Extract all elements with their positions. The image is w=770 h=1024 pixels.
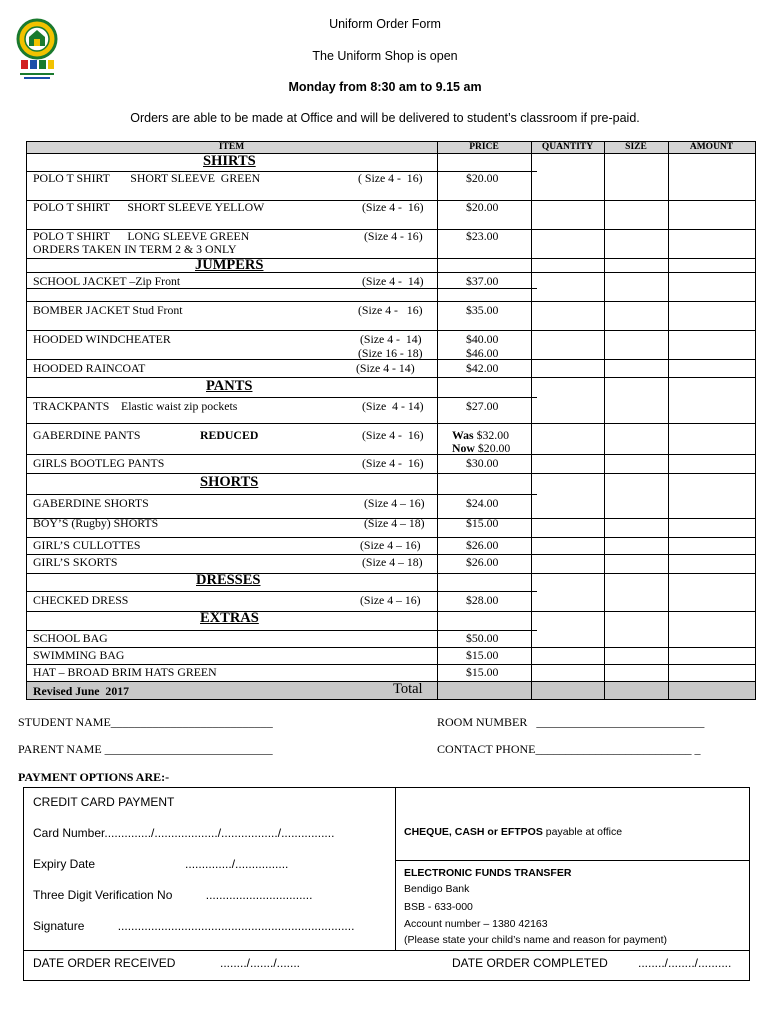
contact-phone-field[interactable]: CONTACT PHONE__________________________ _ (437, 742, 701, 756)
size-windcheater-small: (Size 4 - 14) (360, 332, 422, 346)
parent-name-field[interactable]: PARENT NAME ____________________________ (18, 742, 273, 756)
account-number: Account number – 1380 42163 (404, 918, 548, 930)
price-swimming-bag: $15.00 (466, 648, 499, 662)
item-school-bag: SCHOOL BAG (33, 631, 108, 645)
price-gabardine-shorts: $24.00 (466, 496, 499, 510)
size-polo-green: ( Size 4 - 16) (358, 171, 423, 185)
price-polo-green: $20.00 (466, 171, 499, 185)
eft-note: (Please state your child’s name and reason for payment) (404, 934, 668, 946)
total-label: Total (393, 681, 423, 697)
section-shirts: SHIRTS (203, 153, 256, 169)
size-bomber-jacket: (Size 4 - 16) (358, 303, 423, 317)
revised-date: Revised June 2017 (33, 684, 130, 698)
section-dresses: DRESSES (196, 572, 261, 588)
size-trackpants: (Size 4 - 14) (362, 399, 424, 413)
size-polo-yellow: (Size 4 - 16) (362, 200, 424, 214)
price-rugby-shorts: $15.00 (466, 516, 499, 530)
price-skorts: $26.00 (466, 555, 499, 569)
item-rugby-shorts: BOY’S (Rugby) SHORTS (33, 516, 159, 530)
student-name-field[interactable]: STUDENT NAME___________________________ (18, 715, 273, 729)
size-hooded-raincoat: (Size 4 - 14) (356, 361, 415, 375)
card-number-field[interactable]: Card Number............../.................../................./................ (33, 826, 335, 840)
item-trackpants: TRACKPANTS Elastic waist zip pockets (33, 399, 238, 413)
price-windcheater-large: $46.00 (466, 346, 499, 360)
price-hooded-raincoat: $42.00 (466, 361, 499, 375)
date-received-label: DATE ORDER RECEIVED (33, 956, 176, 970)
opening-hours: Monday from 8:30 am to 9.15 am (288, 80, 482, 94)
price-bootleg-pants: $30.00 (466, 456, 499, 470)
credit-card-heading: CREDIT CARD PAYMENT (33, 795, 175, 809)
eft-heading: ELECTRONIC FUNDS TRANSFER (404, 867, 572, 879)
order-table (26, 141, 756, 700)
payment-options-heading: PAYMENT OPTIONS ARE:- (18, 770, 170, 784)
item-polo-green: POLO T SHIRT SHORT SLEEVE GREEN (33, 171, 261, 185)
item-school-jacket: SCHOOL JACKET –Zip Front (33, 274, 181, 288)
size-windcheater-large: (Size 16 - 18) (358, 346, 423, 360)
price-culottes: $26.00 (466, 538, 499, 552)
size-skorts: (Size 4 – 18) (362, 555, 423, 569)
date-received-field[interactable]: ......../......./....... (220, 956, 301, 970)
item-polo-yellow: POLO T SHIRT SHORT SLEEVE YELLOW (33, 200, 265, 214)
item-skorts: GIRL’S SKORTS (33, 555, 118, 569)
size-rugby-shorts: (Size 4 – 18) (364, 516, 425, 530)
price-school-jacket: $37.00 (466, 274, 499, 288)
shop-open-text: The Uniform Shop is open (312, 49, 458, 63)
size-culottes: (Size 4 – 16) (360, 538, 421, 552)
col-header-item: ITEM (218, 142, 245, 152)
section-extras: EXTRAS (200, 610, 259, 626)
section-jumpers: JUMPERS (195, 257, 264, 273)
item-swimming-bag: SWIMMING BAG (33, 648, 125, 662)
item-gabardine-shorts: GABERDINE SHORTS (33, 496, 149, 510)
reduced-badge: REDUCED (200, 428, 259, 442)
expiry-date-field[interactable]: Expiry Date ............../................ (33, 857, 289, 871)
cheque-cash-eftpos: CHEQUE, CASH or EFTPOS payable at office (404, 826, 623, 838)
item-bomber-jacket: BOMBER JACKET Stud Front (33, 303, 183, 317)
price-bomber-jacket: $35.00 (466, 303, 499, 317)
item-polo-long-note: ORDERS TAKEN IN TERM 2 & 3 ONLY (33, 242, 237, 256)
payment-box (23, 787, 750, 981)
order-note: Orders are able to be made at Office and will be delivered to student’s classroom if pre-paid. (130, 111, 640, 125)
size-gabardine-shorts: (Size 4 – 16) (364, 496, 425, 510)
item-bootleg-pants: GIRLS BOOTLEG PANTS (33, 456, 165, 470)
price-windcheater-small: $40.00 (466, 332, 499, 346)
room-number-field[interactable]: ROOM NUMBER ____________________________ (437, 715, 705, 729)
cvv-field[interactable]: Three Digit Verification No ................................ (33, 888, 313, 902)
item-hat: HAT – BROAD BRIM HATS GREEN (33, 665, 217, 679)
price-polo-long: $23.00 (466, 229, 499, 243)
was-price: Was $32.00 (452, 428, 510, 442)
signature-field[interactable]: Signature ....................................................................... (33, 919, 355, 933)
form-title: Uniform Order Form (329, 17, 441, 31)
price-trackpants: $27.00 (466, 399, 499, 413)
price-school-bag: $50.00 (466, 631, 499, 645)
price-checked-dress: $28.00 (466, 593, 499, 607)
item-hooded-raincoat: HOODED RAINCOAT (33, 361, 146, 375)
bsb-number: BSB - 633-000 (404, 901, 473, 913)
now-price: Now $20.00 (452, 441, 511, 455)
col-header-amount: AMOUNT (689, 142, 734, 152)
col-header-price: PRICE (469, 142, 499, 152)
price-hat: $15.00 (466, 665, 499, 679)
price-polo-yellow: $20.00 (466, 200, 499, 214)
item-gabardine-pants: GABERDINE PANTS (33, 428, 141, 442)
item-hooded-windcheater: HOODED WINDCHEATER (33, 332, 171, 346)
size-polo-long: (Size 4 - 16) (364, 229, 423, 243)
size-bootleg-pants: (Size 4 - 16) (362, 456, 424, 470)
section-pants: PANTS (206, 378, 253, 394)
table-footer-band (26, 681, 756, 700)
item-culottes: GIRL’S CULLOTTES (33, 538, 141, 552)
item-checked-dress: CHECKED DRESS (33, 593, 129, 607)
col-header-quantity: QUANTITY (541, 142, 594, 152)
size-school-jacket: (Size 4 - 14) (362, 274, 424, 288)
item-polo-long: POLO T SHIRT LONG SLEEVE GREEN (33, 229, 250, 243)
bank-name: Bendigo Bank (404, 883, 470, 895)
col-header-size: SIZE (625, 142, 647, 152)
section-shorts: SHORTS (200, 474, 259, 490)
date-completed-field[interactable]: ......../......../.......... (638, 956, 732, 970)
size-gabardine-pants: (Size 4 - 16) (362, 428, 424, 442)
size-checked-dress: (Size 4 – 16) (360, 593, 421, 607)
date-completed-label: DATE ORDER COMPLETED (452, 956, 608, 970)
